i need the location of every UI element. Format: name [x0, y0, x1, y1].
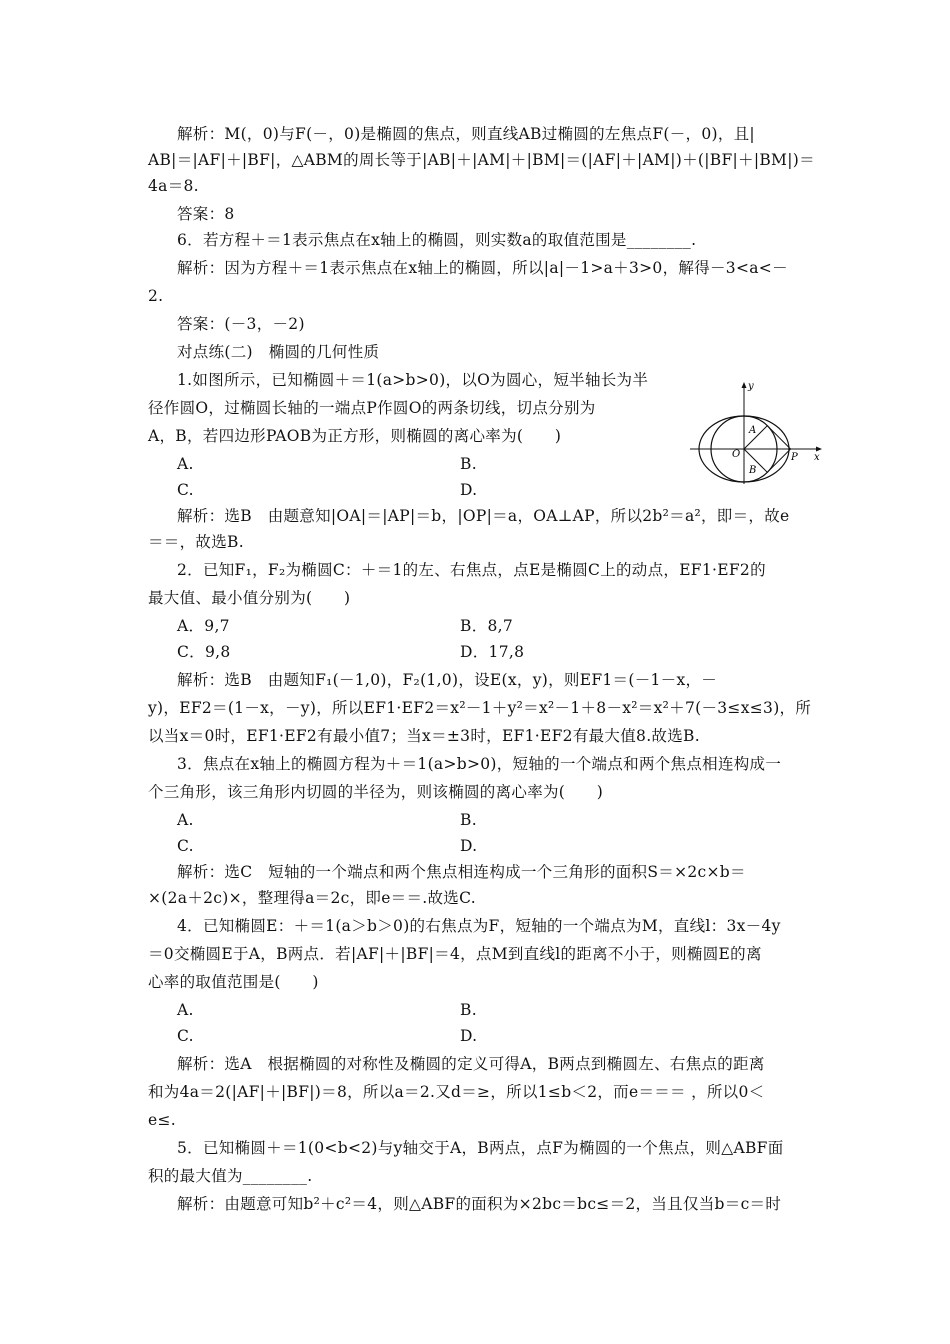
- option-line: B．8,7: [460, 617, 514, 635]
- text-line: 和为4a＝2(|AF|＋|BF|)＝8，所以a＝2.又d＝≥，所以1≤b＜2，而e＝＝＝ ，所以0＜: [148, 1083, 765, 1101]
- text-line: 解析：选A 根据椭圆的对称性及椭圆的定义可得A，B两点到椭圆左、右焦点的距离: [177, 1055, 765, 1073]
- text-line: y)，EF2＝(1－x，－y)，所以EF1·EF2＝x²－1＋y²＝x²－1＋8－x²＝x²＋7(－3≤x≤3)，所: [148, 699, 812, 717]
- text-line: 个三角形，该三角形内切圆的半径为，则该椭圆的离心率为( ): [148, 783, 604, 801]
- text-line: 解析：因为方程＋＝1表示焦点在x轴上的椭圆，所以|a|－1>a＋3>0，解得－3<a<－: [177, 259, 788, 277]
- text-line: 答案：(－3，－2): [177, 315, 305, 333]
- label-b: B: [749, 465, 757, 476]
- x-axis-arrow: [816, 447, 822, 452]
- label-y: y: [748, 381, 754, 392]
- text-line: 心率的取值范围是( ): [148, 973, 319, 991]
- label-o: O: [732, 449, 741, 460]
- text-line: 答案：8: [177, 205, 235, 223]
- text-line: 5．已知椭圆＋＝1(0<b<2)与y轴交于A，B两点，点F为椭圆的一个焦点，则△ABF面: [177, 1139, 784, 1157]
- text-line: 2．已知F₁，F₂为椭圆C：＋＝1的左、右焦点，点E是椭圆C上的动点，EF1·EF2的: [177, 561, 766, 579]
- option-line: B.: [460, 1001, 477, 1019]
- text-line: A.: [177, 1001, 194, 1019]
- text-line: ＝0交椭圆E于A，B两点．若|AF|＋|BF|＝4，点M到直线l的距离不小于，则椭圆E的离: [148, 945, 762, 963]
- text-line: A，B，若四边形PAOB为正方形，则椭圆的离心率为( ): [148, 427, 562, 445]
- label-p: P: [791, 452, 799, 463]
- label-a: A: [749, 425, 757, 436]
- text-line: 3．焦点在x轴上的椭圆方程为＋＝1(a>b>0)，短轴的一个端点和两个焦点相连构成一: [177, 755, 782, 773]
- text-line: 4．已知椭圆E：＋＝1(a＞b＞0)的右焦点为F，短轴的一个端点为M，直线l：3x－4y: [177, 917, 781, 935]
- text-line: C．9,8: [177, 643, 231, 661]
- text-line: 积的最大值为________.: [148, 1167, 313, 1185]
- text-line: 1.如图所示，已知椭圆＋＝1(a>b>0)，以O为圆心，短半轴长为半: [177, 371, 649, 389]
- text-line: 解析：由题意可知b²＋c²＝4，则△ABF的面积为×2bc＝bc≤＝2，当且仅当b＝c＝时: [177, 1195, 782, 1213]
- text-line: C.: [177, 481, 194, 499]
- text-line: A.: [177, 811, 194, 829]
- text-line: C.: [177, 1027, 194, 1045]
- option-line: D.: [460, 1027, 478, 1045]
- text-line: 解析：M(，0)与F(－，0)是椭圆的焦点，则直线AB过椭圆的左焦点F(－，0)，且|: [177, 125, 755, 143]
- text-line: ×(2a＋2c)×，整理得a＝2c，即e＝＝.故选C.: [148, 889, 476, 907]
- text-line: AB|＝|AF|＋|BF|，△ABM的周长等于|AB|＋|AM|＋|BM|＝(|AF|＋|AM|)＋(|BF|＋|BM|)＝: [148, 151, 815, 169]
- text-line: e≤.: [148, 1111, 176, 1129]
- text-line: C.: [177, 837, 194, 855]
- text-line: 对点练(二) 椭圆的几何性质: [177, 343, 380, 361]
- text-line: 2.: [148, 287, 164, 305]
- text-line: 解析：选C 短轴的一个端点和两个焦点相连构成一个三角形的面积S＝×2c×b＝: [177, 863, 746, 881]
- text-line: A．9,7: [177, 617, 230, 635]
- y-axis-arrow: [742, 382, 747, 388]
- text-line: 最大值、最小值分别为( ): [148, 589, 351, 607]
- text-line: 径作圆O，过椭圆长轴的一端点P作圆O的两条切线，切点分别为: [148, 399, 596, 417]
- option-line: D.: [460, 481, 478, 499]
- text-line: 解析：选B 由题知F₁(－1,0)，F₂(1,0)，设E(x，y)，则EF1＝(－1－x，－: [177, 671, 718, 689]
- option-line: B.: [460, 455, 477, 473]
- text-line: 解析：选B 由题意知|OA|＝|AP|＝b，|OP|＝a，OA⊥AP，所以2b²＝a²，即＝，故e: [177, 507, 790, 525]
- option-line: D.: [460, 837, 478, 855]
- label-x: x: [814, 452, 820, 463]
- text-line: 6．若方程＋＝1表示焦点在x轴上的椭圆，则实数a的取值范围是________.: [177, 231, 697, 249]
- text-line: ＝＝，故选B.: [148, 533, 244, 551]
- text-line: 以当x＝0时，EF1·EF2有最小值7；当x＝±3时，EF1·EF2有最大值8.故选B.: [148, 727, 700, 745]
- text-line: 4a＝8.: [148, 177, 199, 195]
- text-line: A.: [177, 455, 194, 473]
- option-line: B.: [460, 811, 477, 829]
- ellipse-figure: [688, 380, 826, 486]
- option-line: D．17,8: [460, 643, 525, 661]
